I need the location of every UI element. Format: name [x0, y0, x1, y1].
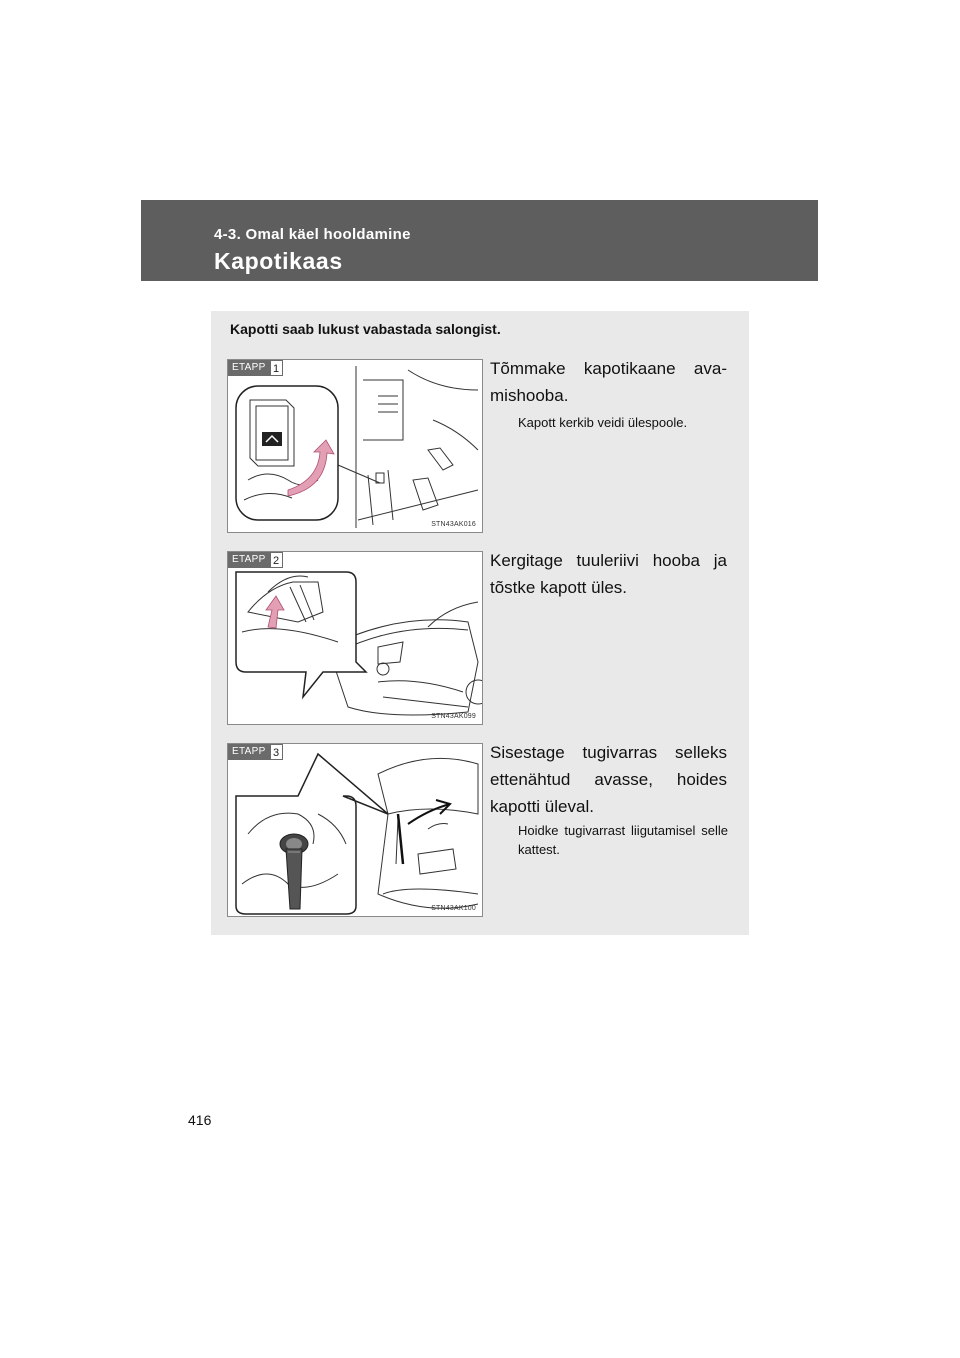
figure-code: STN43AK100 [431, 905, 476, 912]
figure-code: STN43AK099 [431, 713, 476, 720]
step-badge-label: ETAPP [228, 744, 270, 760]
step-1-illustration [227, 359, 483, 533]
step-badge-number: 2 [270, 552, 283, 568]
step-3-note: Hoidke tugivarrast liigutamisel selle kattest. [518, 823, 728, 857]
intro-text: Kapotti saab lukust vabastada salongist. [230, 321, 501, 337]
step-badge-label: ETAPP [228, 360, 270, 376]
step-badge-number: 1 [270, 360, 283, 376]
section-label: 4-3. Omal käel hooldamine [214, 226, 411, 243]
step-2-illustration [227, 551, 483, 725]
step-badge-label: ETAPP [228, 552, 270, 568]
page-title: Kapotikaas [214, 248, 343, 274]
step-1-note: Kapott kerkib veidi ülespoole. [518, 415, 688, 430]
step-badge-number: 3 [270, 744, 283, 760]
step-2-badge [228, 552, 283, 568]
hood-latch-drawing [228, 552, 483, 725]
hood-support-rod-drawing [228, 744, 483, 917]
chapter-header [141, 200, 818, 281]
step-2-text: Kergitage tuuleriivi hooba ja tõstke kapott üles. [490, 551, 727, 597]
instruction-panel [211, 311, 749, 935]
step-1-text: Tõmmake kapotikaane ava-mishooba. [490, 359, 727, 405]
figure-code: STN43AK016 [431, 521, 476, 528]
step-3-text: Sisestage tugivarras selleks ettenähtud avasse, hoides kapotti üleval. [490, 743, 727, 816]
hood-release-lever-drawing [228, 360, 483, 533]
step-1-badge [228, 360, 283, 376]
step-3-badge [228, 744, 283, 760]
page-number: 416 [188, 1112, 212, 1128]
step-3-illustration [227, 743, 483, 917]
